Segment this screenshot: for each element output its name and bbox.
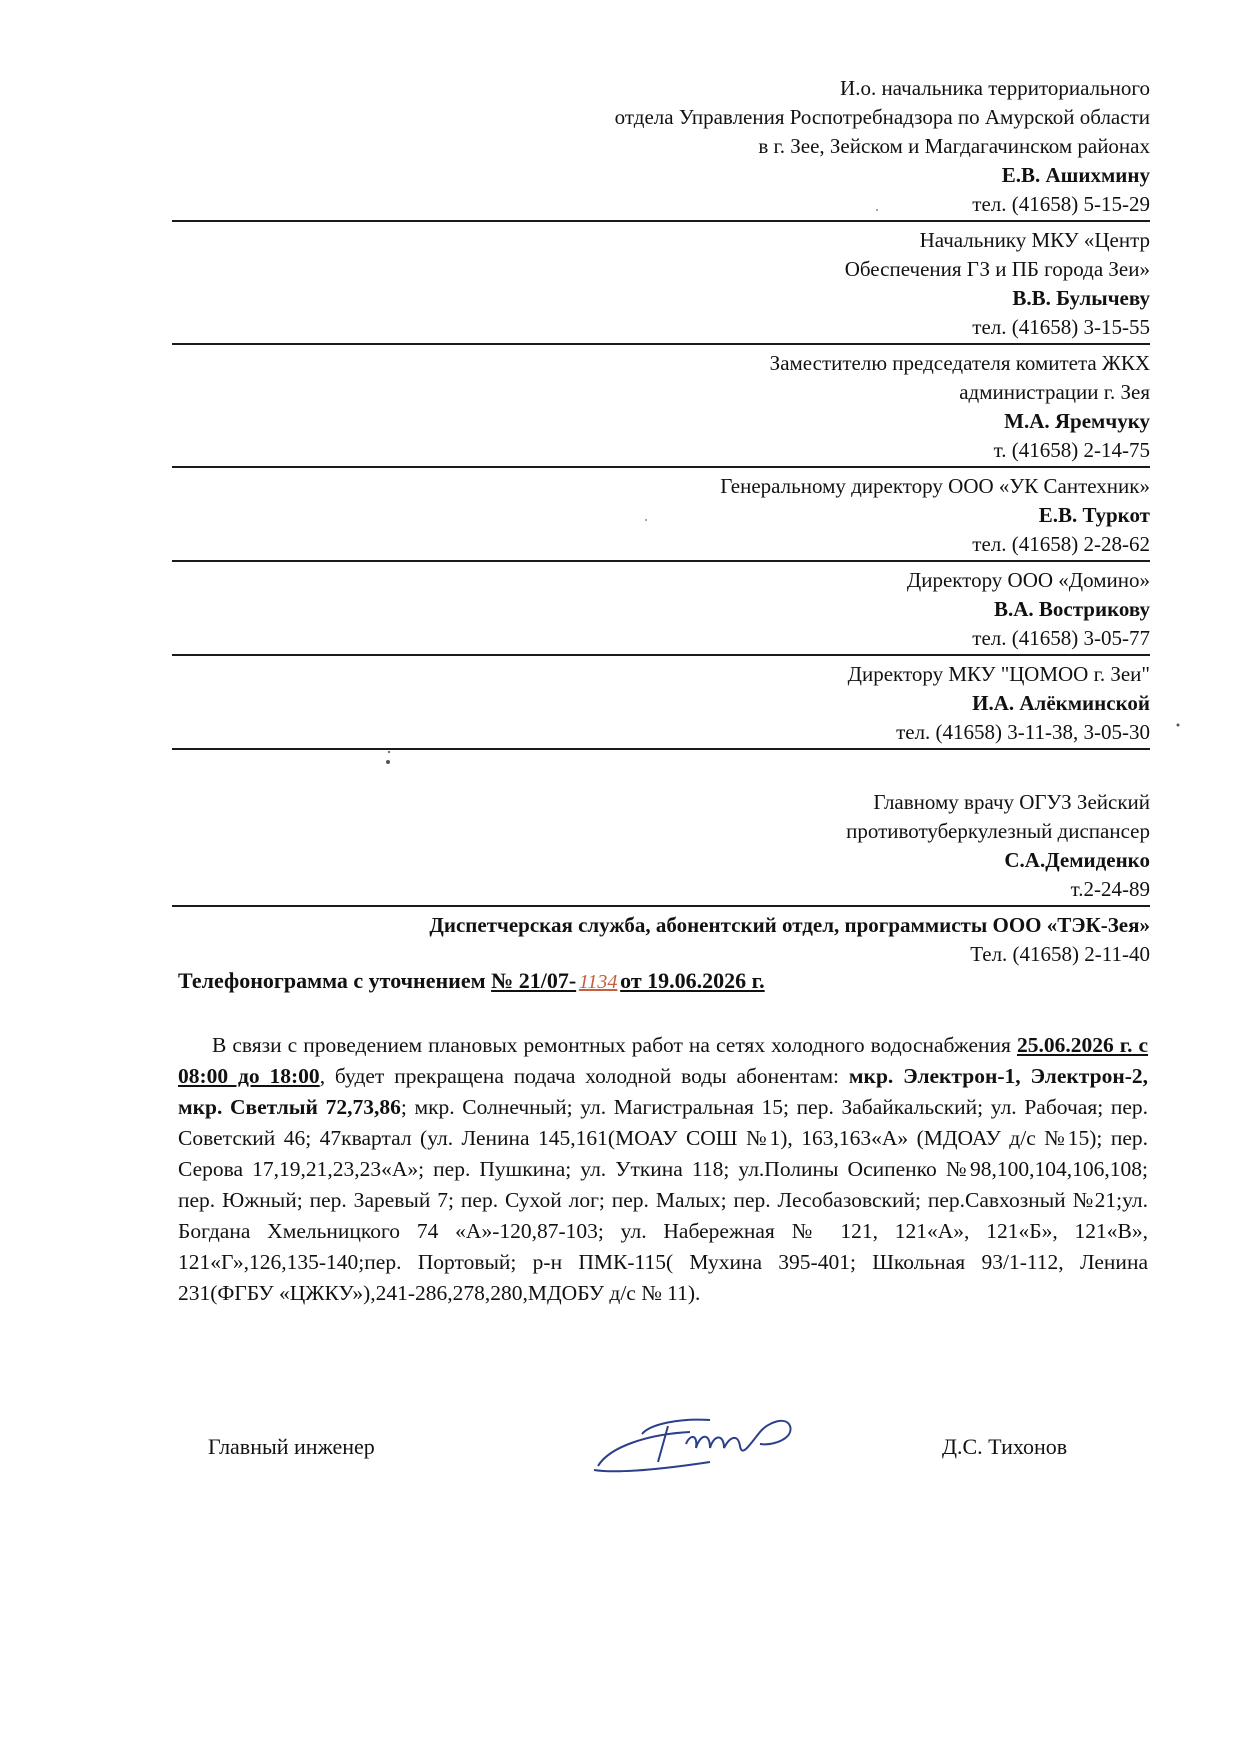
addressee-block xyxy=(172,74,1150,219)
addressee-position-line: администрации г. Зея xyxy=(959,380,1150,404)
addressee-phone: тел. (41658) 3-05-77 xyxy=(972,626,1150,650)
addressee-name: Е.В. Туркот xyxy=(1038,503,1150,527)
addressee-block xyxy=(172,349,1150,465)
addressee-position-line: И.о. начальника территориального xyxy=(840,76,1150,100)
addressee-position-line: в г. Зее, Зейском и Магдагачинском районах xyxy=(758,134,1150,158)
addressee-position-line: противотуберкулезный диспансер xyxy=(846,819,1150,843)
addressee-position-line: Генеральному директору ООО «УК Сантехник» xyxy=(720,474,1150,498)
addressee-name: С.А.Демиденко xyxy=(1004,848,1150,872)
addressee-phone: т. (41658) 2-14-75 xyxy=(993,438,1150,462)
addressee-position-line: Директору МКУ "ЦОМОО г. Зеи" xyxy=(847,662,1150,686)
addressee-position-line: Обеспечения ГЗ и ПБ города Зеи» xyxy=(844,257,1150,281)
outage-period: 25.06.2026 г. с 08:00 до 18:00 xyxy=(178,1033,1148,1088)
separator-line xyxy=(172,654,1150,656)
separator-line xyxy=(172,220,1150,222)
separator-line xyxy=(172,905,1150,907)
addressee-block xyxy=(172,660,1150,747)
signer-name: Д.С. Тихонов xyxy=(942,1434,1068,1459)
addressee-phone: тел. (41658) 5-15-29 xyxy=(972,192,1150,216)
document-number-prefix: № 21/07- xyxy=(491,968,577,993)
addressee-name: В.В. Булычеву xyxy=(1012,286,1150,310)
addressee-list xyxy=(172,74,1150,969)
addressee-position-line: отдела Управления Роспотребнадзора по Амурской области xyxy=(614,105,1150,129)
separator-line xyxy=(172,466,1150,468)
addressee-phone: тел. (41658) 3-11-38, 3-05-30 xyxy=(896,720,1150,744)
separator-line xyxy=(172,748,1150,750)
handwritten-number: 1134 xyxy=(578,971,618,993)
separator-line xyxy=(172,343,1150,345)
addressee-name: И.А. Алёкминской xyxy=(972,691,1150,715)
affected-addresses: ; мкр. Солнечный; ул. Магистральная 15; пер. Забайкальский; ул. Рабочая; пер. Советский 46; 47квартал (ул. Ленина 145,161(МОАУ СОШ №1), 163,163«А» (МДОАУ д/с №15); пер. Серова 17,19,21,23,23«А»; пер. Пушкина; ул. Уткина 118; ул.Полины Осипенко №98,100,104,106,108; пер. Южный; пер. Заревый 7; пер. Сухой лог; пер. Малых; пер. Лесобазовский; пер.Савхозный №21;ул. Богдана Хмельницкого 74 «А»-120,87-103; ул. Набережная № 121, 121«А», 121«Б», 121«В», 121«Г»,126,135-140;пер. Портовый; р-н ПМК-115( Мухина 395-401; Школьная 93/1-112, Ленина 231(ФГБУ «ЦЖКУ»),241-286,278,280,МДОБУ д/с № 11). xyxy=(178,1095,1148,1305)
document-date: от 19.06.2026 г. xyxy=(620,968,765,993)
addressee-position-line: Начальнику МКУ «Центр xyxy=(919,228,1150,252)
addressee-phone: Тел. (41658) 2-11-40 xyxy=(970,942,1150,966)
addressee-block xyxy=(172,226,1150,342)
notice-body xyxy=(178,1030,1148,1309)
separator-line xyxy=(172,560,1150,562)
addressee-block xyxy=(172,566,1150,653)
addressee-phone: т.2-24-89 xyxy=(1070,877,1150,901)
addressee-name: М.А. Яремчуку xyxy=(1004,409,1150,433)
addressee-block xyxy=(172,788,1150,904)
body-middle: , будет прекращена подача холодной воды абонентам: xyxy=(319,1064,849,1088)
addressee-phone: тел. (41658) 2-28-62 xyxy=(972,532,1150,556)
document-title xyxy=(178,968,765,994)
addressee-phone: тел. (41658) 3-15-55 xyxy=(972,315,1150,339)
handwritten-signature xyxy=(590,1404,810,1484)
addressee-block xyxy=(172,472,1150,559)
body-intro: В связи с проведением плановых ремонтных работ на сетях холодного водоснабжения xyxy=(212,1033,1017,1057)
addressee-name: В.А. Вострикову xyxy=(993,597,1150,621)
addressee-name: Диспетчерская служба, абонентский отдел, программисты ООО «ТЭК-Зея» xyxy=(429,913,1150,937)
signer-role: Главный инженер xyxy=(208,1434,375,1459)
addressee-position-line: Заместителю председателя комитета ЖКХ xyxy=(769,351,1150,375)
addressee-block xyxy=(172,911,1150,969)
title-prefix: Телефонограмма с уточнением xyxy=(178,968,492,993)
addressee-position-line: Главному врачу ОГУЗ Зейский xyxy=(873,790,1150,814)
addressee-position-line: Директору ООО «Домино» xyxy=(906,568,1150,592)
affected-microdistricts: мкр. Электрон-1, Электрон-2, мкр. Светлый 72,73,86 xyxy=(178,1064,1149,1119)
addressee-name: Е.В. Ашихмину xyxy=(1001,163,1150,187)
document-number xyxy=(491,968,765,993)
